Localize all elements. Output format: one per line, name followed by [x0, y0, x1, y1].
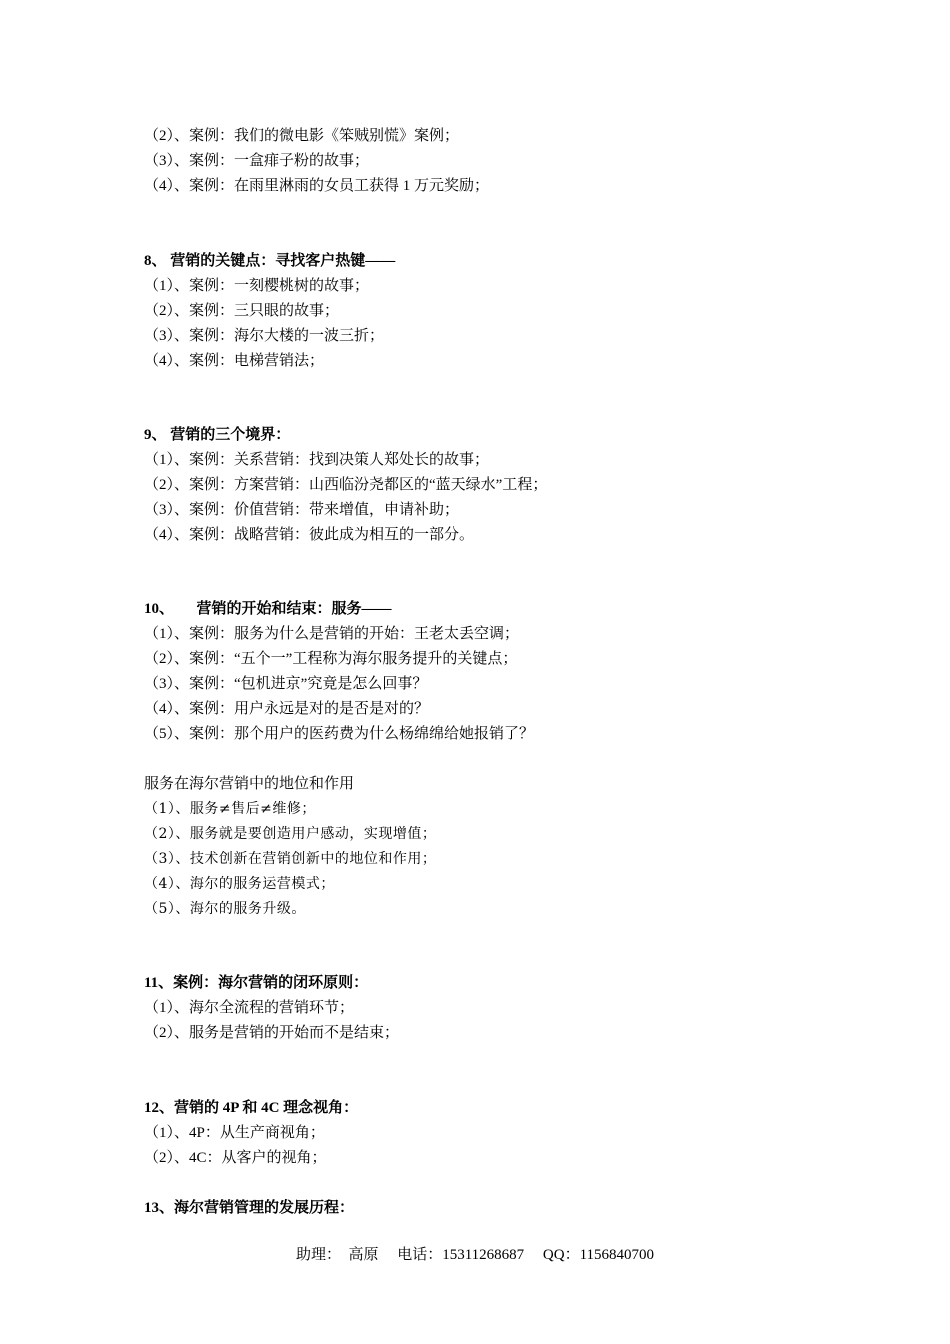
page-footer: 助理： 高原 电话：15311268687 QQ：1156840700: [295, 1247, 655, 1263]
list-item: （2）、案例：方案营销：山西临汾尧都区的“蓝天绿水”工程；: [144, 477, 548, 493]
list-item: （5）、案例：那个用户的医药费为什么杨绵绵给她报销了？: [144, 726, 535, 742]
list-item: （4）、案例：战略营销：彼此成为相互的一部分。: [144, 527, 475, 543]
list-item: （1）、案例：关系营销：找到决策人郑处长的故事；: [144, 452, 490, 468]
section-heading: 11、案例：海尔营销的闭环原则：: [144, 975, 369, 991]
list-item: （4）、案例：电梯营销法；: [144, 353, 325, 369]
list-item: （3）、案例：价值营销：带来增值，申请补助；: [144, 502, 460, 518]
list-item: （1）、服务≠售后≠维修；: [144, 801, 316, 817]
list-item: （4）、案例：用户永远是对的是否是对的？: [144, 701, 430, 717]
list-item: （2）、4C：从客户的视角；: [144, 1150, 327, 1166]
list-item: （3）、案例：一盒痱子粉的故事；: [144, 153, 370, 169]
list-item: （2）、服务就是要创造用户感动，实现增值；: [144, 826, 437, 842]
list-item: （3）、案例：“包机进京”究竟是怎么回事？: [144, 676, 428, 692]
list-item: （3）、案例：海尔大楼的一波三折；: [144, 328, 385, 344]
section-heading: 8、 营销的关键点：寻找客户热键——: [144, 253, 396, 269]
list-item: （1）、案例：服务为什么是营销的开始：王老太丢空调；: [144, 626, 520, 642]
list-item: （1）、海尔全流程的营销环节；: [144, 1000, 355, 1016]
list-item: （4）、海尔的服务运营模式；: [144, 876, 335, 892]
list-item: （1）、案例：一刻樱桃树的故事；: [144, 278, 370, 294]
list-item: （2）、案例：三只眼的故事；: [144, 303, 340, 319]
section-heading: 9、 营销的三个境界：: [144, 427, 291, 443]
section-heading: 10、 营销的开始和结束：服务——: [144, 601, 392, 617]
list-item: （4）、案例：在雨里淋雨的女员工获得 1 万元奖励；: [144, 178, 490, 194]
list-item: （5）、海尔的服务升级。: [144, 901, 306, 917]
section-heading: 12、营销的 4P 和 4C 理念视角：: [144, 1100, 359, 1116]
list-item: （2）、服务是营销的开始而不是结束；: [144, 1025, 400, 1041]
list-item: （1）、4P：从生产商视角；: [144, 1125, 325, 1141]
list-item: （3）、技术创新在营销创新中的地位和作用；: [144, 851, 437, 867]
section-heading: 13、海尔营销管理的发展历程：: [144, 1200, 355, 1216]
list-item: （2）、案例：我们的微电影《笨贼别慌》案例；: [144, 128, 460, 144]
subsection-heading: 服务在海尔营销中的地位和作用: [144, 776, 355, 792]
list-item: （2）、案例：“五个一”工程称为海尔服务提升的关键点；: [144, 651, 518, 667]
